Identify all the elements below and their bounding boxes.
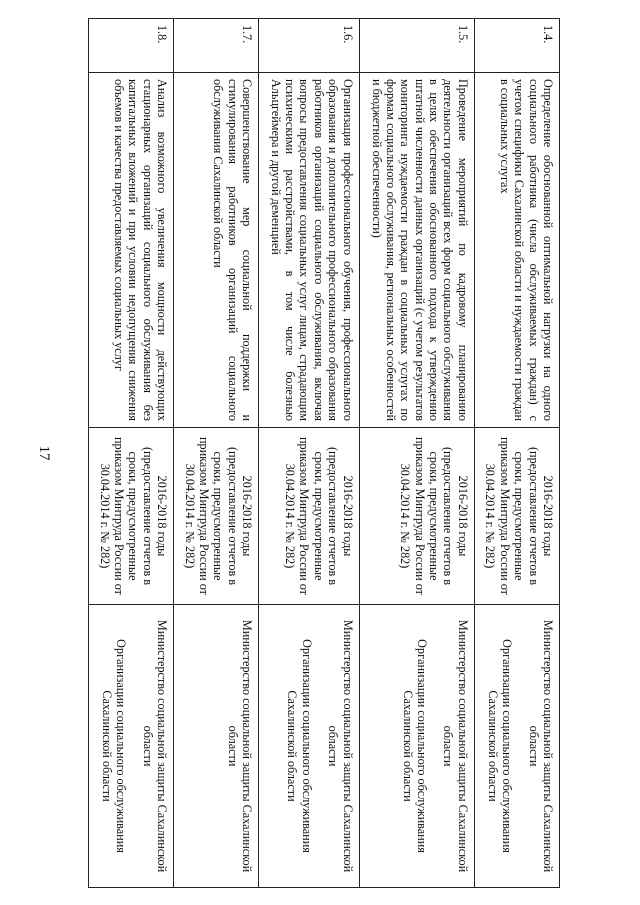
deadline-reporting: (предоставление отчетов в сроки, предусмотренные приказом Минтруда России от 30.04.2014 г. № 282)	[483, 437, 541, 595]
item-deadline	[89, 428, 174, 605]
deadline-years: 2016-2018 годы	[541, 475, 555, 557]
item-number: 1.7.	[174, 19, 259, 73]
responsible-organizations: Организации социального обслуживания Сахалинской области	[400, 639, 430, 853]
responsible-ministry: Министерство социальной защиты Сахалинской области	[140, 619, 170, 873]
deadline-years: 2016-2018 годы	[155, 475, 170, 557]
item-deadline	[474, 428, 559, 605]
table-row	[174, 19, 259, 888]
table-row	[474, 19, 559, 888]
deadline-years: 2016-2018 годы	[240, 475, 255, 557]
deadline-reporting: (предоставление отчетов в сроки, предусмотренные приказом Минтруда России от 30.04.2014 г. № 282)	[398, 437, 456, 595]
responsible-organizations: Организации социального обслуживания Сахалинской области	[485, 639, 515, 853]
item-number: 1.5.	[359, 19, 474, 73]
responsible-organizations: Организации социального обслуживания Сахалинской области	[285, 639, 314, 853]
item-description: Анализ возможного увеличения мощности действующих стационарных организаций социального обслуживания без капитальных вложений и при условии недопущения снижения объемов и качества предоставляемых социальных услуг	[89, 73, 174, 428]
deadline-reporting: (предоставление отчетов в сроки, предусмотренные приказом Минтруда России от 30.04.2014 г. № 282)	[182, 437, 240, 595]
item-description: Совершенствование мер социальной поддержки и стимулирования работников организаций социального обслуживания Сахалинской области	[174, 73, 259, 428]
responsible-ministry: Министерство социальной защиты Сахалинской области	[225, 619, 255, 873]
item-responsible	[174, 605, 259, 888]
item-responsible	[359, 605, 474, 888]
item-number: 1.6.	[259, 19, 359, 73]
item-responsible	[259, 605, 359, 888]
item-description: Определение обоснованной оптимальной нагрузки на одного социального работника (числа обслуживаемых граждан) с учетом специфики Сахалинской области и нуждаемости граждан в социальных услугах	[474, 73, 559, 428]
responsible-ministry: Министерство социальной защиты Сахалинской области	[526, 619, 555, 873]
item-responsible	[474, 605, 559, 888]
item-number: 1.4.	[474, 19, 559, 73]
table-row	[359, 19, 474, 888]
deadline-reporting: (предоставление отчетов в сроки, предусмотренные приказом Минтруда России от 30.04.2014 г. № 282)	[97, 437, 155, 595]
deadline-years: 2016-2018 годы	[455, 475, 470, 557]
item-number: 1.8.	[89, 19, 174, 73]
item-responsible	[89, 605, 174, 888]
rotated-sheet	[88, 18, 560, 887]
action-plan-table	[88, 18, 560, 888]
table-row	[89, 19, 174, 888]
deadline-reporting: (предоставление отчетов в сроки, предусмотренные приказом Минтруда России от 30.04.2014 г. № 282)	[282, 437, 341, 595]
item-deadline	[359, 428, 474, 605]
item-description: Проведение мероприятий по кадровому планированию деятельности организаций всех форм социального обслуживания в целях обеспечения обоснованного подхода к утверждению штатной численности данных организаций (с учетом результатов мониторинга нуждаемости граждан в социальных услугах по формам социального обслуживания, региональных особенностей и бюджетной обеспеченности)	[359, 73, 474, 428]
item-deadline	[174, 428, 259, 605]
item-deadline	[259, 428, 359, 605]
responsible-organizations: Организации социального обслуживания Сахалинской области	[99, 639, 129, 853]
page-number: 17	[36, 445, 52, 461]
item-description: Организация профессионального обучения, профессионального образования и дополнительного профессионального образования работников организаций социального обслуживания, включая вопросы предоставления социальных услуг лицам, страдающим психическими расстройствами, в том числе болезнью Альцгеймера и другой деменцией	[259, 73, 359, 428]
table-row	[259, 19, 359, 888]
responsible-ministry: Министерство социальной защиты Сахалинской области	[441, 619, 470, 873]
responsible-ministry: Министерство социальной защиты Сахалинской области	[326, 619, 355, 873]
deadline-years: 2016-2018 годы	[340, 475, 355, 557]
